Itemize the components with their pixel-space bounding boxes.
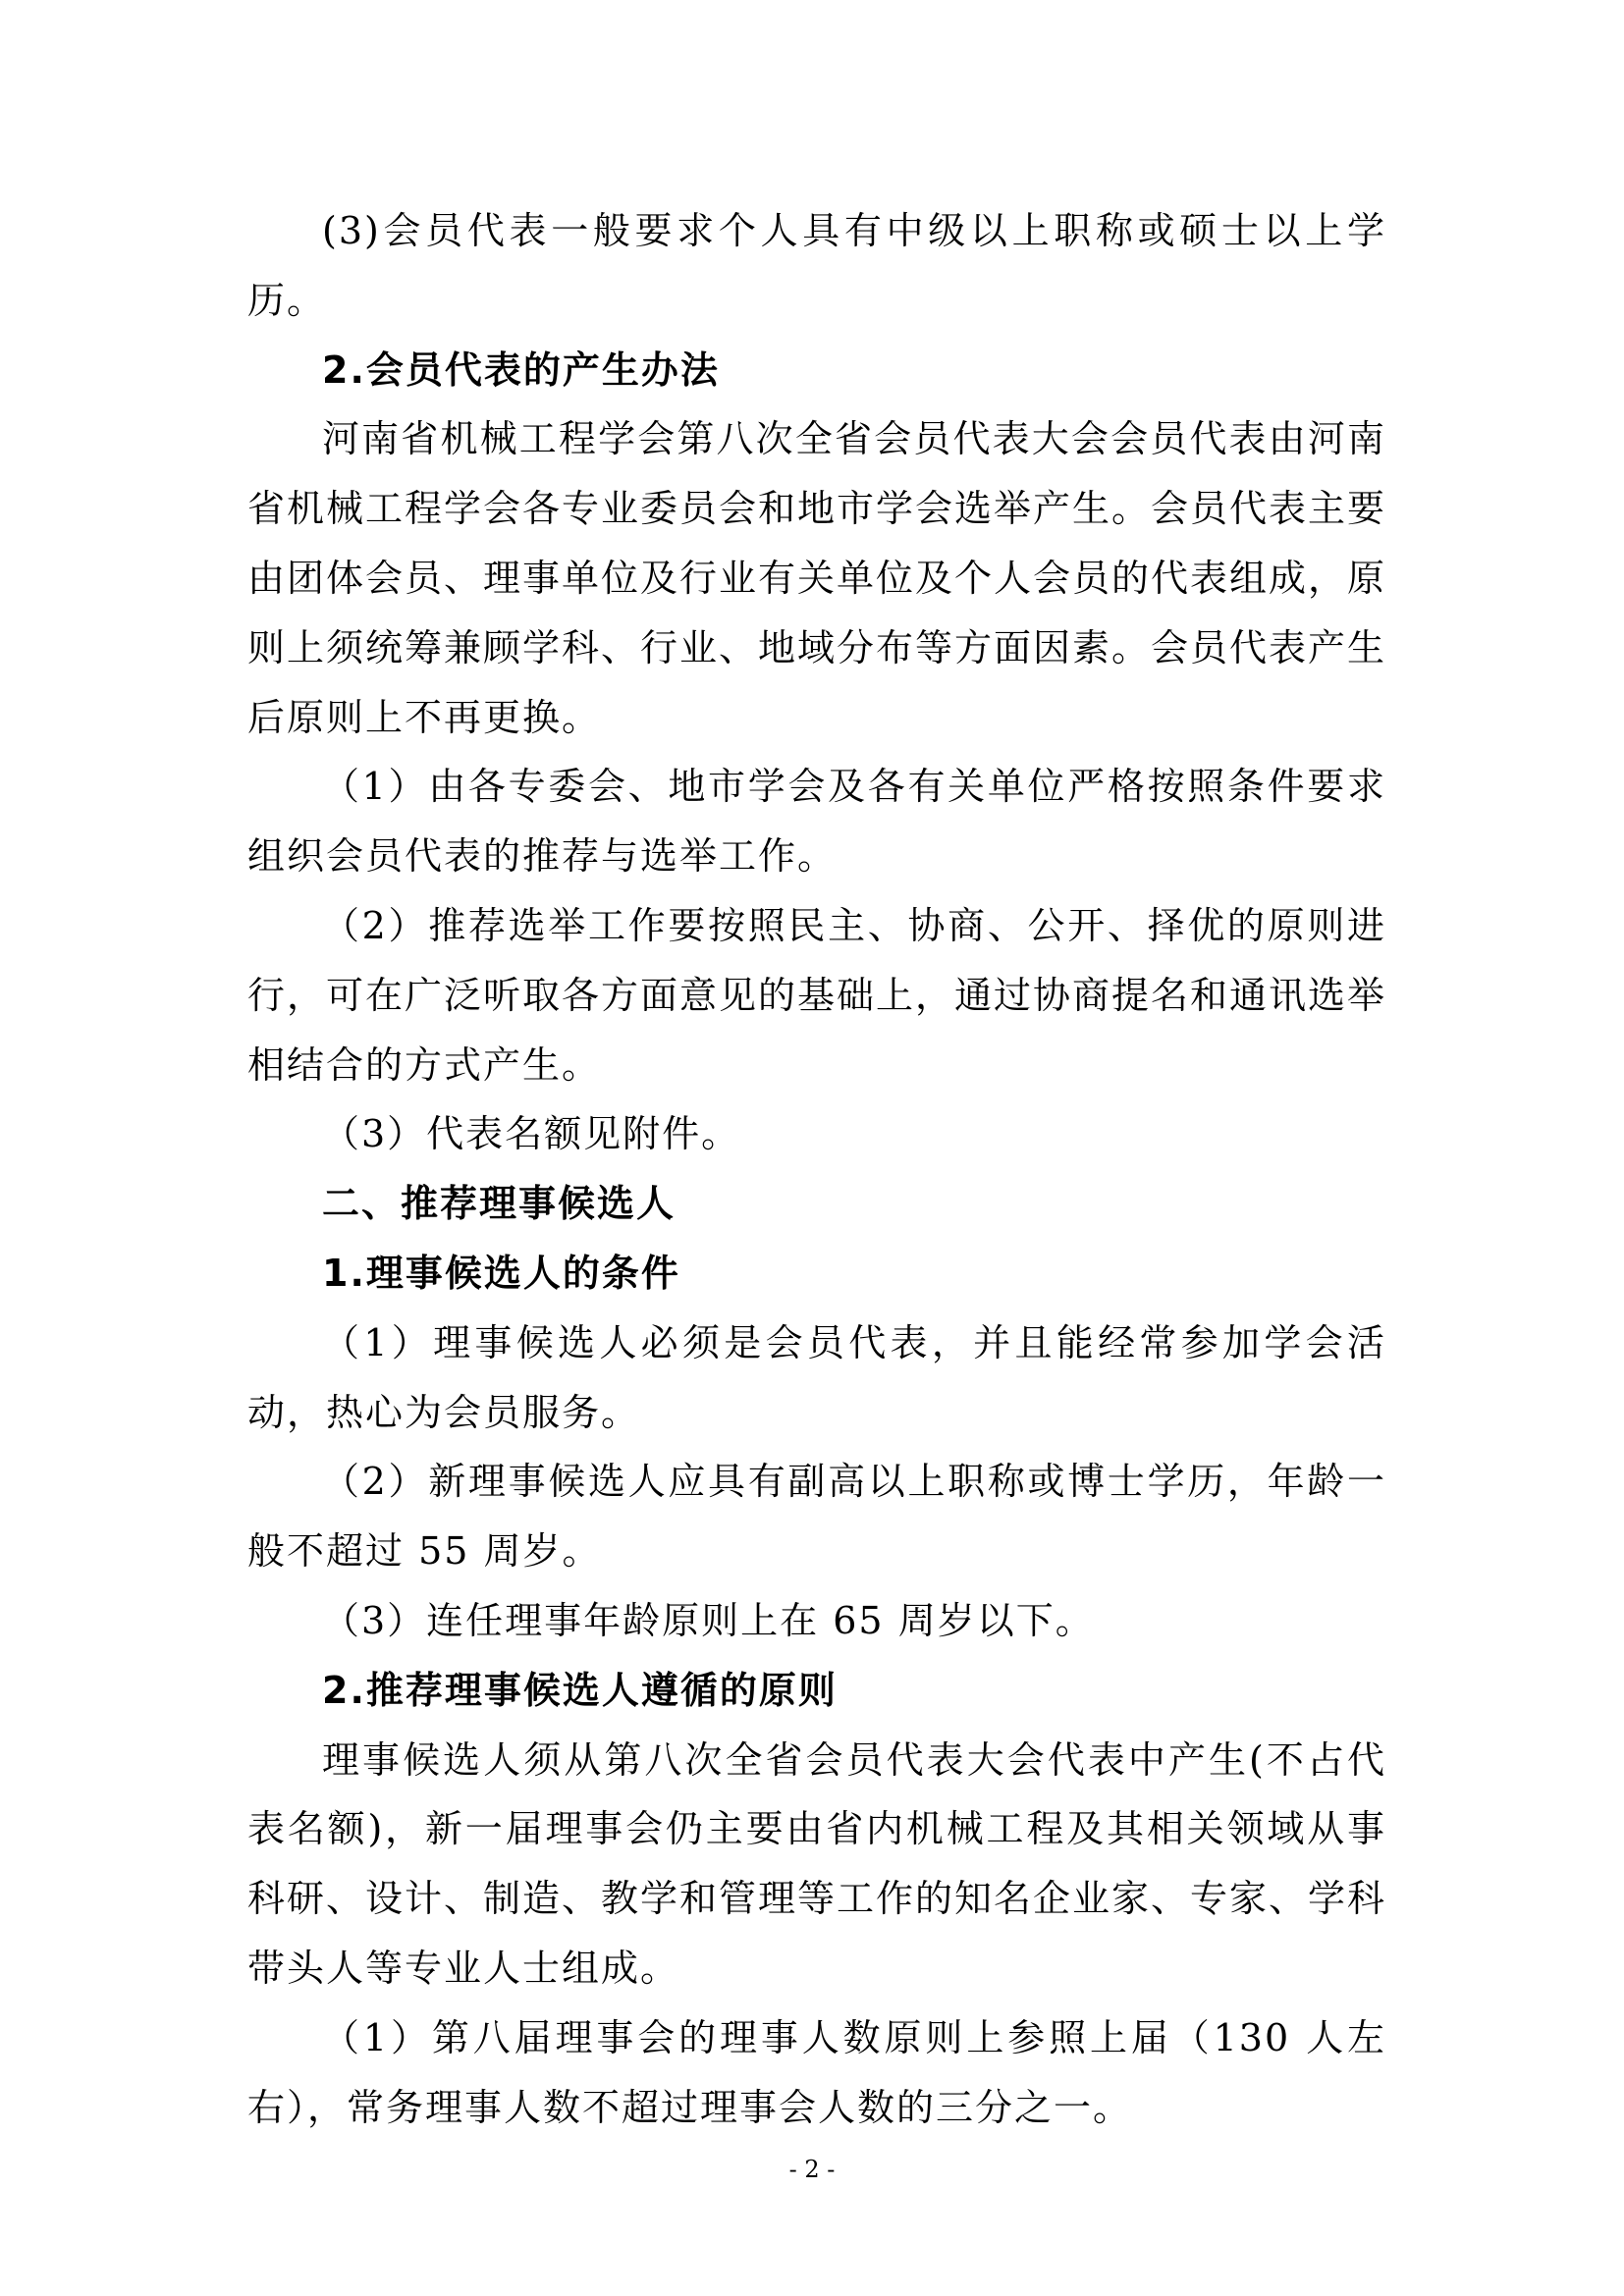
heading-director-principles: 2.推荐理事候选人遵循的原则 (322, 1668, 838, 1712)
paragraph-director-condition-3: （3）连任理事年龄原则上在 65 周岁以下。 (322, 1598, 1095, 1642)
paragraph-director-principles-overview: 理事候选人须从第八次全省会员代表大会代表中产生(不占代表名额)，新一届理事会仍主要由省内机械工程及其相关领域从事科研、设计、制造、教学和管理等工作的知名企业家、专家、学科带头人等专业人士组成。 (247, 1737, 1387, 1990)
page-number: - 2 - (788, 2156, 836, 2183)
heading-member-election-method: 2.会员代表的产生办法 (322, 347, 720, 392)
heading-director-candidates: 二、推荐理事候选人 (322, 1182, 677, 1226)
document-body (247, 196, 1386, 2142)
paragraph-election-step-2: （2）推荐选举工作要按照民主、协商、公开、择优的原则进行，可在广泛听取各方面意见的基础上，通过协商提名和通讯选举相结合的方式产生。 (247, 903, 1387, 1087)
paragraph-director-condition-2: （2）新理事候选人应具有副高以上职称或博士学历，年龄一般不超过 55 周岁。 (247, 1460, 1386, 1574)
heading-director-conditions: 1.理事候选人的条件 (322, 1251, 680, 1295)
paragraph-election-step-1: （1）由各专委会、地市学会及各有关单位严格按照条件要求组织会员代表的推荐与选举工作。 (247, 765, 1386, 879)
paragraph-election-overview: 河南省机械工程学会第八次全省会员代表大会会员代表由河南省机械工程学会各专业委员会和地市学会选举产生。会员代表主要由团体会员、理事单位及行业有关单位及个人会员的代表组成，原则上须统筹兼顾学科、行业、地域分布等方面因素。会员代表产生后原则上不再更换。 (247, 417, 1387, 739)
paragraph-director-condition-1: （1）理事候选人必须是会员代表，并且能经常参加学会活动，热心为会员服务。 (247, 1320, 1386, 1434)
paragraph-director-principle-1: （1）第八届理事会的理事人数原则上参照上届（130 人左右），常务理事人数不超过理事会人数的三分之一。 (247, 2015, 1386, 2129)
paragraph-member-qualification: (3)会员代表一般要求个人具有中级以上职称或硕士以上学历。 (247, 209, 1386, 322)
paragraph-election-step-3: （3）代表名额见附件。 (322, 1112, 741, 1156)
